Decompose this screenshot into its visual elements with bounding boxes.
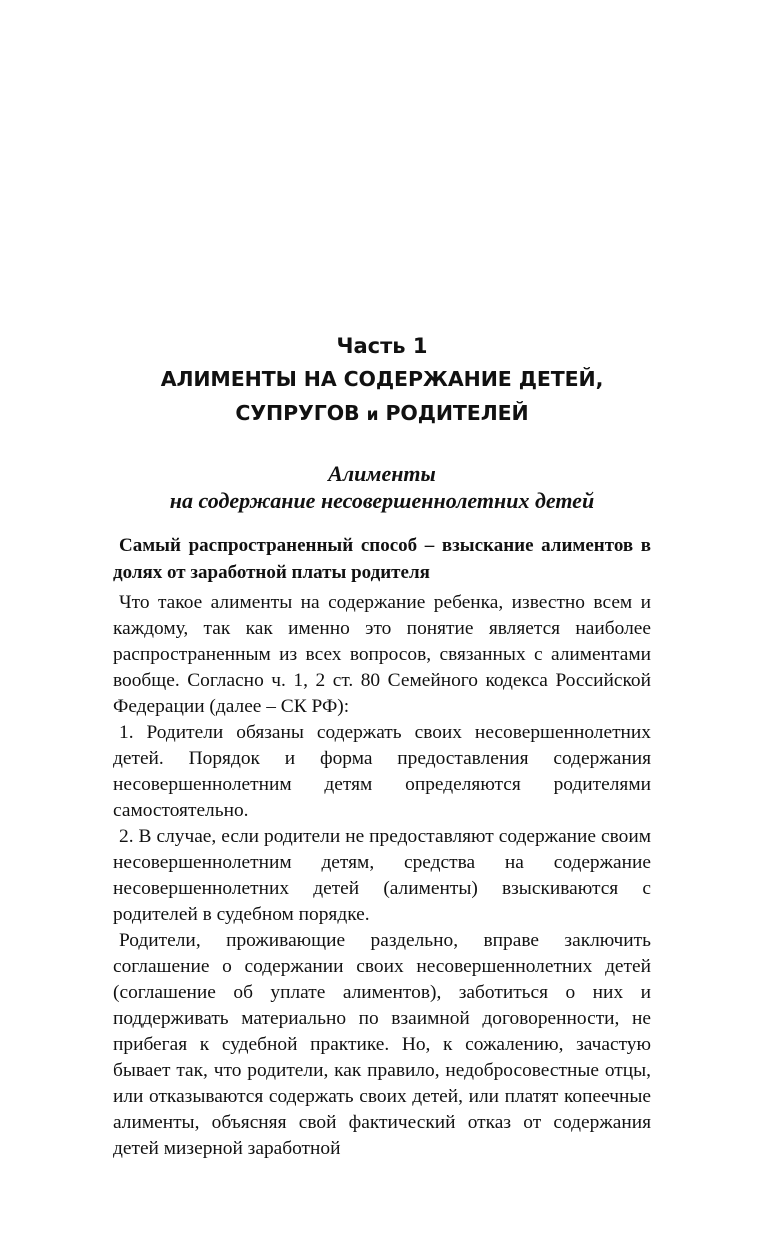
section-title-line2: на содержание несовершеннолетних детей: [169, 488, 595, 513]
part-title-line1: АЛИМЕНТЫ НА СОДЕРЖАНИЕ ДЕТЕЙ,: [160, 367, 604, 391]
section-title-line1: Алименты: [328, 461, 436, 486]
book-page: [113, 330, 651, 1162]
paragraph: Что такое алименты на содержание ребенка, известно всем и каждому, так как именно это понятие является наиболее распространенным из всех вопросов, связанных с алиментами вообще. Согласно ч. 1, 2 ст. 80 Семейного кодекса Российской Федерации (далее – СК РФ):: [113, 592, 651, 717]
part-title-line2a: СУПРУГОВ: [235, 401, 367, 425]
paragraph: 2. В случае, если родители не предоставляют содержание своим несовершеннолетним детям, средства на содержание несовершеннолетних детей (алименты) взыскиваются с родителей в судебном порядке.: [113, 826, 651, 925]
part-title: [113, 362, 651, 432]
part-title-line2c: РОДИТЕЛЕЙ: [378, 401, 529, 425]
section-title: [113, 460, 651, 514]
subsection-title: Самый распространенный способ – взыскание алиментов в долях от заработной платы родителя: [113, 535, 651, 583]
part-label: Часть 1: [336, 334, 428, 358]
paragraph: 1. Родители обязаны содержать своих несовершеннолетних детей. Порядок и форма предоставления содержания несовершеннолетним детям определяются родителями самостоятельно.: [113, 722, 651, 821]
part-title-line2b: и: [366, 405, 379, 425]
paragraph: Родители, проживающие раздельно, вправе заключить соглашение о содержании своих несовершеннолетних детей (соглашение об уплате алиментов), заботиться о них и поддерживать материально по взаимной договоренности, не прибегая к судебной практике. Но, к сожалению, зачастую бывает так, что родители, как правило, недобросовестные отцы, или отказываются содержать своих детей, или платят копеечные алименты, объясняя свой фактический отказ от содержания детей мизерной заработной: [113, 930, 651, 1159]
body-text: [113, 590, 651, 1162]
